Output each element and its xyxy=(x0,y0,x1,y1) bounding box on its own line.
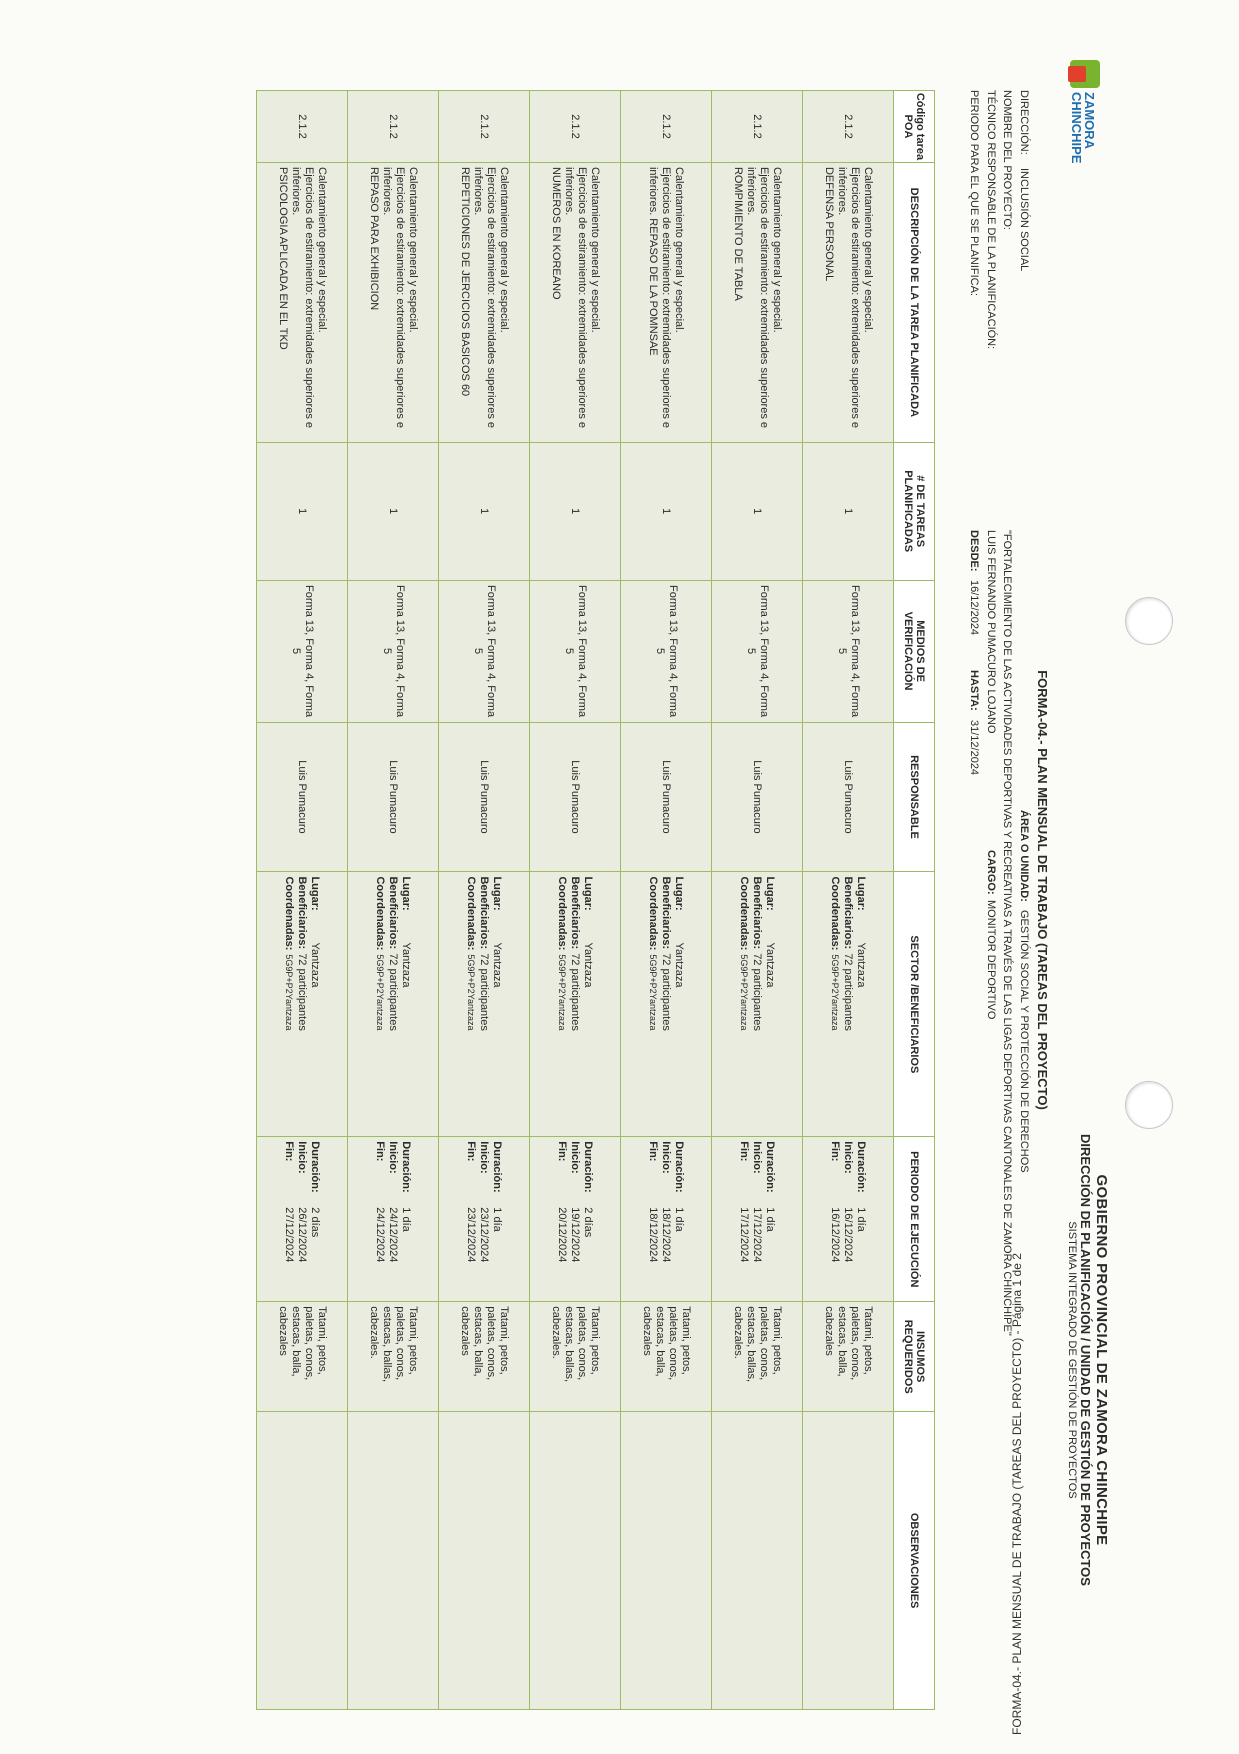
supplies-list: Tatami, petos, paletas, conos, estacas, balla, cabezales xyxy=(641,1306,692,1381)
sector-lugar-row xyxy=(673,876,686,1132)
tecnico-value: LUIS FERNANDO PUMACURO LOJANO xyxy=(985,530,997,734)
sector-beneficiarios-value: 72 participantes xyxy=(842,953,855,1031)
period-fin-value: 24/12/2024 xyxy=(374,1207,387,1263)
sector-coordenadas-label: Coordenadas: xyxy=(829,876,842,951)
sector-cell xyxy=(530,872,621,1137)
task-description-line: REPASO PARA EXHIBICION xyxy=(368,166,380,311)
sector-coordenadas-label: Coordenadas: xyxy=(738,876,751,951)
sector-beneficiarios-row xyxy=(842,876,855,1132)
sector-coordenadas-row xyxy=(374,876,387,1132)
period-duracion-row xyxy=(855,1141,868,1297)
col-descripcion: DESCRIPCIÓN DE LA TAREA PLANIFICADA xyxy=(894,162,935,442)
table-row xyxy=(803,91,894,1710)
sector-lugar-value: Yantzaza xyxy=(491,942,504,988)
table-row xyxy=(621,91,712,1710)
period-duracion-label: Duración: xyxy=(855,1141,868,1193)
sector-beneficiarios-row xyxy=(296,876,309,1132)
sector-lugar-label: Lugar: xyxy=(764,876,777,911)
verification-means: Forma 13, Forma 4, Forma 5 xyxy=(654,585,679,718)
sector-beneficiarios-value: 72 participantes xyxy=(478,953,491,1031)
sector-lugar-value: Yantzaza xyxy=(309,942,322,988)
task-description-line: Ejercicios de estiramiento: extremidades superiores e inferiores. xyxy=(745,166,770,429)
period-fin-label: Fin: xyxy=(647,1141,660,1162)
supplies-cell xyxy=(348,1302,439,1412)
sector-cell xyxy=(803,872,894,1137)
verification-means: Forma 13, Forma 4, Forma 5 xyxy=(381,585,406,718)
period-fin-label: Fin: xyxy=(374,1141,387,1162)
sector-coordenadas-row xyxy=(556,876,569,1132)
sector-beneficiarios-row xyxy=(751,876,764,1132)
task-count-cell xyxy=(803,442,894,580)
sector-beneficiarios-row xyxy=(660,876,673,1132)
sector-cell xyxy=(621,872,712,1137)
sector-lugar-value: Yantzaza xyxy=(855,942,868,988)
responsible-cell xyxy=(621,722,712,872)
responsible-cell xyxy=(257,722,348,872)
task-description-line: Calentamiento general y especial. xyxy=(862,166,874,333)
responsible-cell xyxy=(712,722,803,872)
sector-lugar-label: Lugar: xyxy=(400,876,413,911)
sector-lugar-label: Lugar: xyxy=(582,876,595,911)
task-count-cell xyxy=(439,442,530,580)
period-inicio-row xyxy=(569,1141,582,1297)
sector-coordenadas-label: Coordenadas: xyxy=(283,876,296,951)
task-count: 1 xyxy=(296,508,309,515)
supplies-cell xyxy=(712,1302,803,1412)
observations-cell xyxy=(803,1412,894,1710)
responsible-name: Luis Pumacuro xyxy=(842,760,855,834)
task-description-line: Ejercicios de estiramiento: extremidades superiores e inferiores. xyxy=(290,166,315,429)
sector-coordenadas-label: Coordenadas: xyxy=(556,876,569,951)
period-inicio-row xyxy=(842,1141,855,1297)
task-count: 1 xyxy=(569,508,582,515)
period-duracion-row xyxy=(764,1141,777,1297)
task-count: 1 xyxy=(842,508,855,515)
sector-coordenadas-row xyxy=(738,876,751,1132)
task-code: 2.1.2 xyxy=(660,114,673,139)
period-fin-label: Fin: xyxy=(283,1141,296,1162)
table-row xyxy=(348,91,439,1710)
observations-cell xyxy=(257,1412,348,1710)
verification-cell xyxy=(348,580,439,722)
verification-means: Forma 13, Forma 4, Forma 5 xyxy=(836,585,861,718)
logo-text-zamora: ZAMORA xyxy=(1082,92,1097,150)
col-medios: MEDIOS DE VERIFICACIÓN xyxy=(894,580,935,722)
rotated-form-sheet xyxy=(110,50,1110,1730)
verification-cell xyxy=(530,580,621,722)
task-description-cell xyxy=(257,162,348,442)
task-code-cell xyxy=(530,91,621,163)
period-duracion-row xyxy=(309,1141,322,1297)
sector-beneficiarios-label: Beneficiarios: xyxy=(842,876,855,950)
table-row xyxy=(712,91,803,1710)
period-cell xyxy=(530,1137,621,1302)
period-inicio-row xyxy=(387,1141,400,1297)
sector-beneficiarios-row xyxy=(387,876,400,1132)
col-responsable: RESPONSABLE xyxy=(894,722,935,872)
period-cell xyxy=(348,1137,439,1302)
sector-beneficiarios-label: Beneficiarios: xyxy=(478,876,491,950)
observations-cell xyxy=(712,1412,803,1710)
sector-coordenadas-row xyxy=(647,876,660,1132)
task-count: 1 xyxy=(387,508,400,515)
cargo-value: MONITOR DEPORTIVO xyxy=(985,900,997,1020)
period-inicio-label: Inicio: xyxy=(296,1141,309,1174)
area-label: ÁREA O UNIDAD: xyxy=(1018,810,1030,902)
sector-coordenadas-value: 5G9P+P2Yantzaza xyxy=(284,954,295,1031)
responsible-name: Luis Pumacuro xyxy=(751,760,764,834)
task-description-line: Ejercicios de estiramiento: extremidades superiores e inferiores. REPASO DE LA POMNSAE xyxy=(647,166,673,429)
task-description-line: DEFENSA PERSONAL xyxy=(823,166,835,282)
sector-beneficiarios-value: 72 participantes xyxy=(751,953,764,1031)
sector-lugar-value: Yantzaza xyxy=(673,942,686,988)
task-description-cell xyxy=(439,162,530,442)
responsible-cell xyxy=(530,722,621,872)
period-fin-value: 23/12/2024 xyxy=(465,1207,478,1263)
period-duracion-label: Duración: xyxy=(491,1141,504,1193)
supplies-cell xyxy=(257,1302,348,1412)
supplies-cell xyxy=(621,1302,712,1412)
task-code: 2.1.2 xyxy=(387,114,400,139)
period-duracion-value: 1 día xyxy=(855,1207,868,1232)
task-code: 2.1.2 xyxy=(569,114,582,139)
task-count: 1 xyxy=(660,508,673,515)
task-code-cell xyxy=(803,91,894,163)
task-description-cell xyxy=(530,162,621,442)
period-inicio-value: 24/12/2024 xyxy=(387,1207,400,1263)
period-inicio-value: 19/12/2024 xyxy=(569,1207,582,1263)
period-cell xyxy=(712,1137,803,1302)
table-row xyxy=(530,91,621,1710)
task-description-line: PSICOLOGIA APLICADA EN EL TKD xyxy=(277,166,289,350)
period-inicio-value: 26/12/2024 xyxy=(296,1207,309,1263)
hasta-label: HASTA: xyxy=(968,670,981,711)
task-description-line: Calentamiento general y especial. xyxy=(316,166,328,333)
sector-lugar-label: Lugar: xyxy=(309,876,322,911)
col-sector: SECTOR /BENEFICIARIOS xyxy=(894,872,935,1137)
supplies-list: Tatami, petos, paletas, conos, estacas, balla, cabezales xyxy=(823,1306,874,1381)
sector-coordenadas-label: Coordenadas: xyxy=(374,876,387,951)
period-duracion-label: Duración: xyxy=(400,1141,413,1193)
verification-means: Forma 13, Forma 4, Forma 5 xyxy=(472,585,497,718)
sector-beneficiarios-label: Beneficiarios: xyxy=(387,876,400,950)
period-duracion-value: 2 días xyxy=(309,1207,322,1238)
sector-beneficiarios-label: Beneficiarios: xyxy=(296,876,309,950)
observations-cell xyxy=(439,1412,530,1710)
proyecto-value: "FORTALECIMIENTO DE LAS ACTIVIDADES DEPORTIVAS Y RECREATIVAS A TRAVÉS DE LAS LIGAS DEPORTIVAS CANTONALES DE ZAMORA CHINCHIPE" xyxy=(1001,530,1014,1336)
period-inicio-label: Inicio: xyxy=(478,1141,491,1174)
period-inicio-value: 16/12/2024 xyxy=(842,1207,855,1263)
responsible-cell xyxy=(803,722,894,872)
direccion-label: DIRECCIÓN: xyxy=(1018,90,1030,155)
period-inicio-row xyxy=(660,1141,673,1297)
period-inicio-value: 18/12/2024 xyxy=(660,1207,673,1263)
period-duracion-label: Duración: xyxy=(309,1141,322,1193)
period-duracion-row xyxy=(582,1141,595,1297)
period-inicio-value: 23/12/2024 xyxy=(478,1207,491,1263)
period-cell xyxy=(439,1137,530,1302)
sector-coordenadas-label: Coordenadas: xyxy=(647,876,660,951)
sector-beneficiarios-value: 72 participantes xyxy=(387,953,400,1031)
period-fin-row xyxy=(283,1141,296,1297)
task-description-line: Calentamiento general y especial. xyxy=(673,166,686,333)
responsible-cell xyxy=(439,722,530,872)
period-duracion-label: Duración: xyxy=(764,1141,777,1193)
task-description-cell xyxy=(621,162,712,442)
supplies-cell xyxy=(530,1302,621,1412)
supplies-list: Tatami, petos, paletas, conos, estacas, balla, cabezales xyxy=(459,1306,510,1381)
sector-lugar-row xyxy=(400,876,413,1132)
task-code-cell xyxy=(712,91,803,163)
observations-cell xyxy=(621,1412,712,1710)
sector-lugar-value: Yantzaza xyxy=(400,942,413,988)
responsible-name: Luis Pumacuro xyxy=(296,760,309,834)
punch-hole-bottom xyxy=(1125,1081,1173,1129)
task-description-line: Ejercicios de estiramiento: extremidades superiores e inferiores. xyxy=(836,166,861,429)
task-description-line: Calentamiento general y especial. xyxy=(589,166,601,333)
area-value: GESTIÓN SOCIAL Y PROTECCIÓN DE DERECHOS xyxy=(1018,910,1030,1173)
sector-beneficiarios-value: 72 participantes xyxy=(296,953,309,1031)
period-duracion-value: 1 día xyxy=(764,1207,777,1232)
sector-lugar-row xyxy=(309,876,322,1132)
task-description-line: REPETICIONES DE JERCICIOS BASICOS 60 xyxy=(459,166,471,397)
sector-lugar-row xyxy=(764,876,777,1132)
task-description-line: ROMPIMIENTO DE TABLA xyxy=(732,166,744,301)
period-cell xyxy=(803,1137,894,1302)
period-fin-value: 18/12/2024 xyxy=(647,1207,660,1263)
verification-cell xyxy=(803,580,894,722)
period-fin-value: 20/12/2024 xyxy=(556,1207,569,1263)
table-row xyxy=(439,91,530,1710)
sector-cell xyxy=(257,872,348,1137)
task-code-cell xyxy=(257,91,348,163)
desde-label: DESDE: xyxy=(968,530,981,572)
table-row xyxy=(257,91,348,1710)
page-footer: FORMA-04.- PLAN MENSUAL DE TRABAJO (TAREAS DEL PROYECTO) - Página 1 de 2 xyxy=(1010,1253,1024,1735)
task-description-cell xyxy=(348,162,439,442)
observations-cell xyxy=(348,1412,439,1710)
task-code: 2.1.2 xyxy=(296,114,309,139)
col-insumos: INSUMOS REQUERIDOS xyxy=(894,1302,935,1412)
task-count-cell xyxy=(348,442,439,580)
period-fin-row xyxy=(556,1141,569,1297)
col-periodo: PERIODO DE EJECUCIÓN xyxy=(894,1137,935,1302)
task-description-line: Ejercicios de estiramiento: extremidades superiores e inferiores. xyxy=(563,166,588,429)
supplies-list: Tatami, petos, paletas, conos, estacas, ballas, cabezales. xyxy=(368,1306,419,1383)
period-fin-label: Fin: xyxy=(556,1141,569,1162)
sector-coordenadas-value: 5G9P+P2Yantzaza xyxy=(830,954,841,1031)
period-inicio-row xyxy=(751,1141,764,1297)
period-fin-row xyxy=(829,1141,842,1297)
verification-means: Forma 13, Forma 4, Forma 5 xyxy=(745,585,770,718)
plan-table xyxy=(256,90,935,1710)
sector-lugar-row xyxy=(491,876,504,1132)
sector-cell xyxy=(348,872,439,1137)
sector-coordenadas-value: 5G9P+P2Yantzaza xyxy=(466,954,477,1031)
verification-means: Forma 13, Forma 4, Forma 5 xyxy=(290,585,315,718)
responsible-cell xyxy=(348,722,439,872)
period-fin-label: Fin: xyxy=(465,1141,478,1162)
task-count-cell xyxy=(530,442,621,580)
period-inicio-label: Inicio: xyxy=(660,1141,673,1174)
period-cell xyxy=(257,1137,348,1302)
logo-text-chinchipe: CHINCHIPE xyxy=(1069,92,1084,164)
supplies-list: Tatami, petos, paletas, conos, estacas, ballas, cabezales. xyxy=(550,1306,601,1383)
sector-lugar-value: Yantzaza xyxy=(764,942,777,988)
supplies-list: Tatami, petos, paletas, conos, estacas, balla, cabezales xyxy=(277,1306,328,1381)
supplies-cell xyxy=(439,1302,530,1412)
sector-beneficiarios-value: 72 participantes xyxy=(660,953,673,1031)
period-duracion-value: 1 día xyxy=(491,1207,504,1232)
sector-coordenadas-value: 5G9P+P2Yantzaza xyxy=(648,954,659,1031)
sector-lugar-row xyxy=(582,876,595,1132)
supplies-cell xyxy=(803,1302,894,1412)
proyecto-label: NOMBRE DEL PROYECTO: xyxy=(1001,90,1014,230)
task-code: 2.1.2 xyxy=(842,114,855,139)
verification-cell xyxy=(439,580,530,722)
sector-coordenadas-value: 5G9P+P2Yantzaza xyxy=(557,954,568,1031)
period-inicio-label: Inicio: xyxy=(569,1141,582,1174)
organization-header xyxy=(1066,1010,1110,1710)
sector-coordenadas-value: 5G9P+P2Yantzaza xyxy=(739,954,750,1031)
period-fin-label: Fin: xyxy=(738,1141,751,1162)
task-code-cell xyxy=(348,91,439,163)
period-inicio-label: Inicio: xyxy=(387,1141,400,1174)
org-name: GOBIERNO PROVINCIAL DE ZAMORA CHINCHIPE xyxy=(1093,1174,1110,1546)
logo-emblem-icon xyxy=(1070,60,1100,88)
sector-lugar-label: Lugar: xyxy=(673,876,686,911)
sector-lugar-row xyxy=(855,876,868,1132)
punch-hole-top xyxy=(1125,597,1173,645)
supplies-list: Tatami, petos, paletas, conos, estacas, ballas, cabezales. xyxy=(732,1306,783,1383)
task-description-line: Ejercicios de estiramiento: extremidades superiores e inferiores. xyxy=(381,166,406,429)
period-duracion-row xyxy=(491,1141,504,1297)
period-fin-value: 17/12/2024 xyxy=(738,1207,751,1263)
period-fin-value: 27/12/2024 xyxy=(283,1207,296,1263)
task-description-cell xyxy=(803,162,894,442)
verification-cell xyxy=(712,580,803,722)
form-title: FORMA-04.- PLAN MENSUAL DE TRABAJO (TAREAS DEL PROYECTO) xyxy=(1035,670,1050,1110)
sector-beneficiarios-value: 72 participantes xyxy=(569,953,582,1031)
sector-beneficiarios-row xyxy=(569,876,582,1132)
table-header-row xyxy=(894,91,935,1710)
task-count: 1 xyxy=(751,508,764,515)
task-description-line: Calentamiento general y especial. xyxy=(498,166,510,333)
period-fin-label: Fin: xyxy=(829,1141,842,1162)
sector-coordenadas-row xyxy=(829,876,842,1132)
period-cell xyxy=(621,1137,712,1302)
sector-lugar-label: Lugar: xyxy=(491,876,504,911)
task-code-cell xyxy=(439,91,530,163)
verification-cell xyxy=(257,580,348,722)
sector-beneficiarios-label: Beneficiarios: xyxy=(751,876,764,950)
sector-cell xyxy=(712,872,803,1137)
task-count-cell xyxy=(257,442,348,580)
tecnico-label: TÉCNICO RESPONSABLE DE LA PLANIFICACIÓN: xyxy=(985,90,997,350)
sector-coordenadas-label: Coordenadas: xyxy=(465,876,478,951)
task-code-cell xyxy=(621,91,712,163)
period-inicio-row xyxy=(478,1141,491,1297)
task-description-line: Calentamiento general y especial. xyxy=(407,166,419,333)
task-description-cell xyxy=(712,162,803,442)
periodo-label: PERIODO PARA EL QUE SE PLANIFICA: xyxy=(968,90,981,297)
task-code: 2.1.2 xyxy=(751,114,764,139)
sector-coordenadas-value: 5G9P+P2Yantzaza xyxy=(375,954,386,1031)
verification-cell xyxy=(621,580,712,722)
period-inicio-row xyxy=(296,1141,309,1297)
responsible-name: Luis Pumacuro xyxy=(660,760,673,834)
sector-lugar-label: Lugar: xyxy=(855,876,868,911)
desde-value: 16/12/2024 xyxy=(968,580,981,636)
period-duracion-label: Duración: xyxy=(673,1141,686,1193)
task-description-line: Calentamiento general y especial. xyxy=(771,166,783,333)
period-duracion-row xyxy=(400,1141,413,1297)
sector-lugar-value: Yantzaza xyxy=(582,942,595,988)
col-numero: # DE TAREAS PLANIFICADAS xyxy=(894,442,935,580)
period-fin-row xyxy=(465,1141,478,1297)
col-observaciones: OBSERVACIONES xyxy=(894,1412,935,1710)
sector-beneficiarios-label: Beneficiarios: xyxy=(569,876,582,950)
period-fin-row xyxy=(738,1141,751,1297)
task-description-line: Ejercicios de estiramiento: extremidades superiores e inferiores. xyxy=(472,166,497,429)
task-code: 2.1.2 xyxy=(478,114,491,139)
period-duracion-value: 1 día xyxy=(673,1207,686,1232)
period-duracion-value: 2 días xyxy=(582,1207,595,1238)
org-unit: DIRECCIÓN DE PLANIFICACIÓN / UNIDAD DE GESTIÓN DE PROYECTOS xyxy=(1078,1134,1093,1586)
verification-means: Forma 13, Forma 4, Forma 5 xyxy=(563,585,588,718)
period-fin-row xyxy=(647,1141,660,1297)
provincial-logo xyxy=(1043,60,1108,170)
responsible-name: Luis Pumacuro xyxy=(387,760,400,834)
period-inicio-label: Inicio: xyxy=(842,1141,855,1174)
period-fin-row xyxy=(374,1141,387,1297)
period-inicio-value: 17/12/2024 xyxy=(751,1207,764,1263)
hasta-value: 31/12/2024 xyxy=(968,720,981,776)
sector-beneficiarios-row xyxy=(478,876,491,1132)
period-duracion-label: Duración: xyxy=(582,1141,595,1193)
sector-cell xyxy=(439,872,530,1137)
sector-beneficiarios-label: Beneficiarios: xyxy=(660,876,673,950)
sector-coordenadas-row xyxy=(283,876,296,1132)
col-codigo: Código tarea POA xyxy=(894,91,935,163)
org-system: SISTEMA INTEGRADO DE GESTIÓN DE PROYECTOS xyxy=(1066,1221,1078,1499)
task-count: 1 xyxy=(478,508,491,515)
direccion-value: INCLUSIÓN SOCIAL xyxy=(1018,168,1030,272)
period-duracion-row xyxy=(673,1141,686,1297)
task-count-cell xyxy=(712,442,803,580)
task-count-cell xyxy=(621,442,712,580)
task-description-line: NUMEROS EN KOREANO xyxy=(550,166,562,300)
responsible-name: Luis Pumacuro xyxy=(478,760,491,834)
period-fin-value: 16/12/2024 xyxy=(829,1207,842,1263)
sector-coordenadas-row xyxy=(465,876,478,1132)
cargo-label: CARGO: xyxy=(985,850,997,895)
period-duracion-value: 1 día xyxy=(400,1207,413,1232)
observations-cell xyxy=(530,1412,621,1710)
period-inicio-label: Inicio: xyxy=(751,1141,764,1174)
responsible-name: Luis Pumacuro xyxy=(569,760,582,834)
